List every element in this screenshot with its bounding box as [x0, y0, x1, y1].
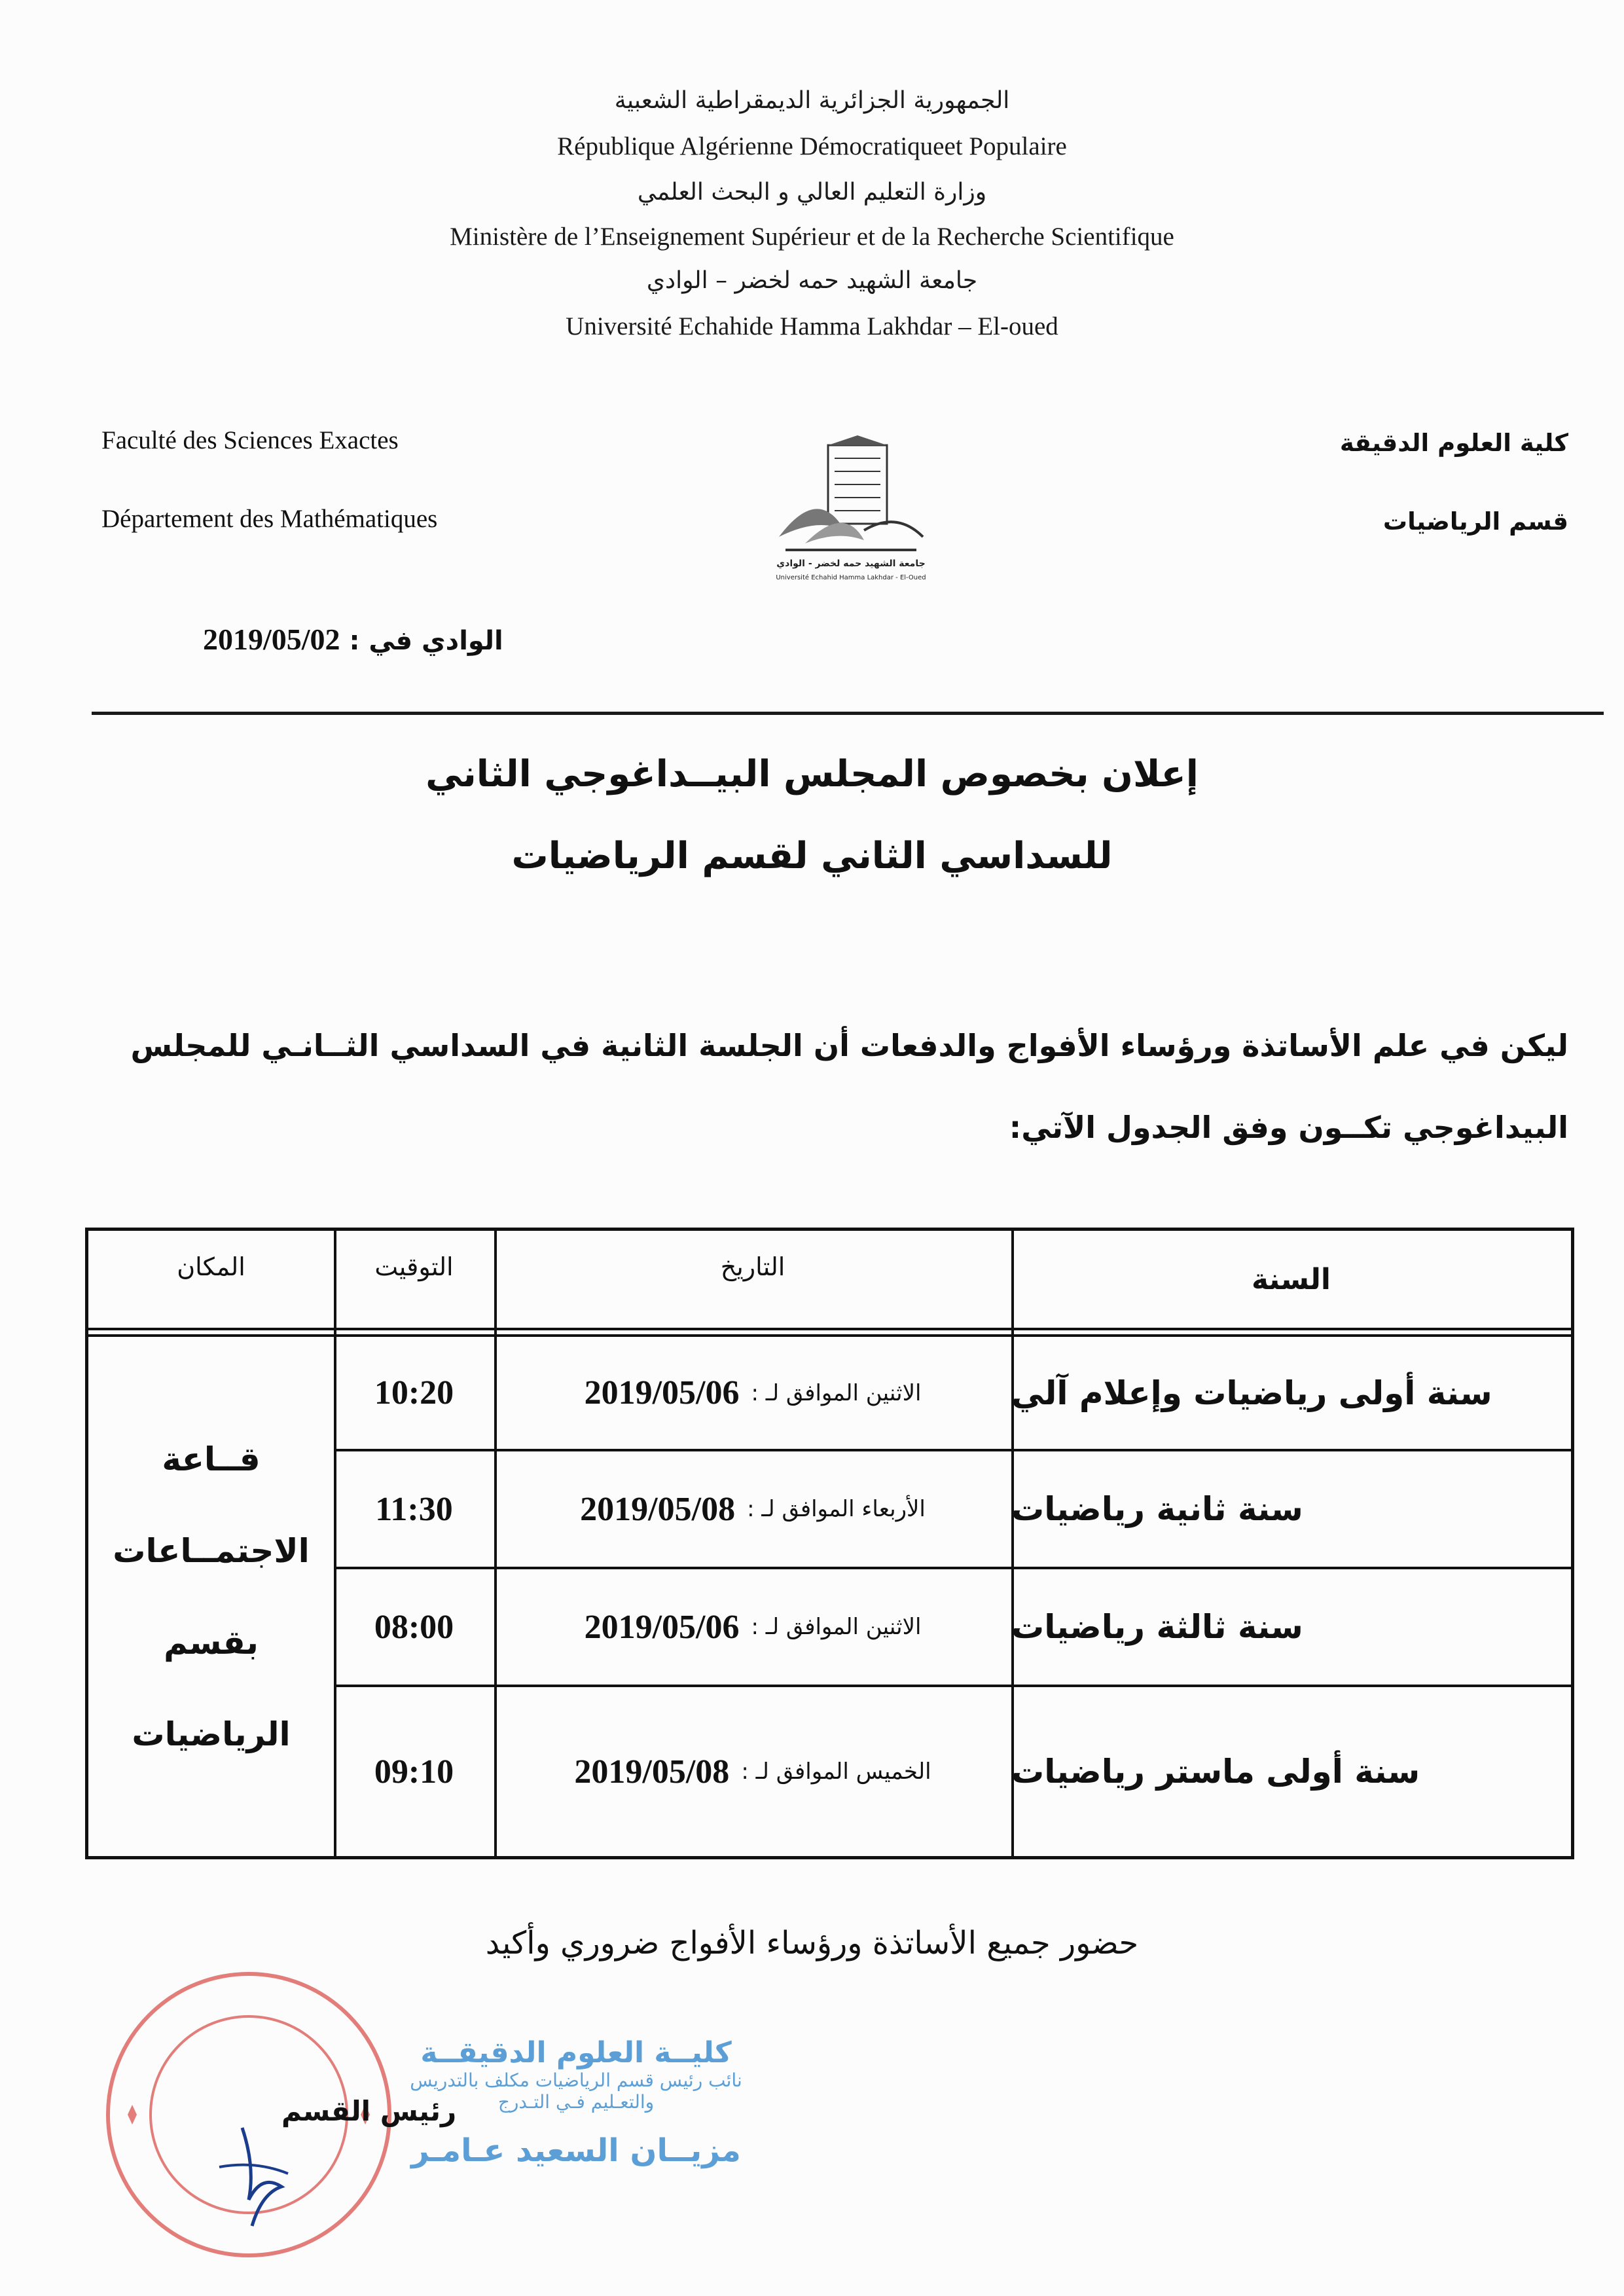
header-ministry-fr: Ministère de l’Enseignement Supérieur et de la Recherche Scientifique [450, 223, 1174, 251]
header-divider [92, 712, 1604, 715]
stamp-role-line2: والتعـليم فـي التـدرج [497, 2091, 655, 2113]
faculty-fr: Faculté des Sciences Exactes [101, 426, 399, 454]
faculty-ar: كلية العلوم الدقيقة [1339, 429, 1568, 457]
meeting-place-line3: بقسم [164, 1623, 259, 1662]
body-paragraph-line2: البيداغوجي تكــون وفق الجدول الآتي: [1009, 1110, 1568, 1145]
row4-day: الخميس الموافق لـ : [741, 1758, 931, 1785]
row2-time: 11:30 [375, 1490, 453, 1528]
header-place: المكان [177, 1252, 245, 1281]
attendance-note: حضور جميع الأساتذة ورؤساء الأفواج ضروري وأكيد [485, 1925, 1139, 1961]
row2-year: سنة ثانية رياضيات [1011, 1490, 1303, 1528]
meeting-place [88, 1337, 334, 1856]
meeting-place-line4: الرياضيات [132, 1715, 291, 1753]
body-paragraph-line1: ليكن في علم الأساتذة ورؤساء الأفواج والدفعات أن الجلسة الثانية في السداسي الثــانـي للمجلس [130, 1028, 1568, 1063]
row1-time: 10:20 [374, 1374, 454, 1412]
row1-year: سنة أولى رياضيات وإعلام آلي [1011, 1374, 1492, 1412]
header-time: التوقيت [374, 1252, 454, 1281]
announcement-title-line1: إعلان بخصوص المجلس البيــداغوجي الثاني [425, 753, 1199, 795]
row3-day: الاثنين الموافق لـ : [751, 1614, 922, 1640]
row1-date [494, 1337, 1011, 1449]
schedule-table [85, 1228, 1574, 1859]
row2-date [494, 1451, 1011, 1567]
header-university-fr: Université Echahide Hamma Lakhdar – El-oued [566, 312, 1058, 340]
row4-year: سنة أولى ماستر رياضيات [1011, 1753, 1420, 1791]
row3-time: 08:00 [374, 1608, 454, 1646]
row1-date-value: 2019/05/06 [584, 1374, 740, 1412]
meeting-place-line1: قــاعة [162, 1440, 261, 1478]
row4-date-value: 2019/05/08 [574, 1753, 730, 1791]
row3-year: سنة ثالثة رياضيات [1011, 1608, 1303, 1646]
department-fr: Département des Mathématiques [101, 505, 438, 533]
signature-title: رئيس القسم [281, 2095, 457, 2127]
header-ministry-ar: وزارة التعليم العالي و البحث العلمي [637, 179, 987, 206]
stamp-role: نائب رئيس قسم الرياضيات مكلف بالتدريس [410, 2069, 742, 2091]
row1-day: الاثنين الموافق لـ : [751, 1379, 922, 1406]
stamp-name: مزيــان السعيد عـامـر [411, 2132, 741, 2169]
issue-date-label: الوادي في : [349, 626, 503, 656]
row2-day: الأربعاء الموافق لـ : [747, 1496, 926, 1522]
logo-text-fr: Université Echahid Hamma Lakhdar - El-Oued [776, 574, 926, 581]
university-logo-icon [766, 432, 936, 589]
logo-text-ar: جامعة الشهيد حمه لخضر - الوادي [776, 558, 926, 569]
department-ar: قسم الرياضيات [1382, 507, 1568, 536]
issue-date [203, 622, 503, 657]
row3-date [494, 1569, 1011, 1685]
table-divider [88, 1328, 1571, 1330]
meeting-place-line2: الاجتمــاعات [113, 1531, 310, 1570]
issue-date-value: 2019/05/02 [203, 623, 340, 656]
header-republic-ar: الجمهورية الجزائرية الديمقراطية الشعبية [614, 87, 1010, 114]
row4-date [494, 1687, 1011, 1856]
header-republic-fr: République Algérienne Démocratiqueet Populaire [557, 132, 1067, 160]
header-date: التاريخ [720, 1252, 785, 1281]
row4-time: 09:10 [374, 1753, 454, 1791]
header-year: السنة [1251, 1262, 1331, 1296]
stamp-faculty: كليــة العلوم الدقيقــة [420, 2036, 732, 2069]
row3-date-value: 2019/05/06 [584, 1608, 740, 1646]
row2-date-value: 2019/05/08 [580, 1490, 736, 1528]
announcement-title-line2: للسداسي الثاني لقسم الرياضيات [511, 835, 1113, 877]
header-university-ar: جامعة الشهيد حمه لخضر – الوادي [646, 267, 978, 294]
university-logo [766, 432, 936, 589]
